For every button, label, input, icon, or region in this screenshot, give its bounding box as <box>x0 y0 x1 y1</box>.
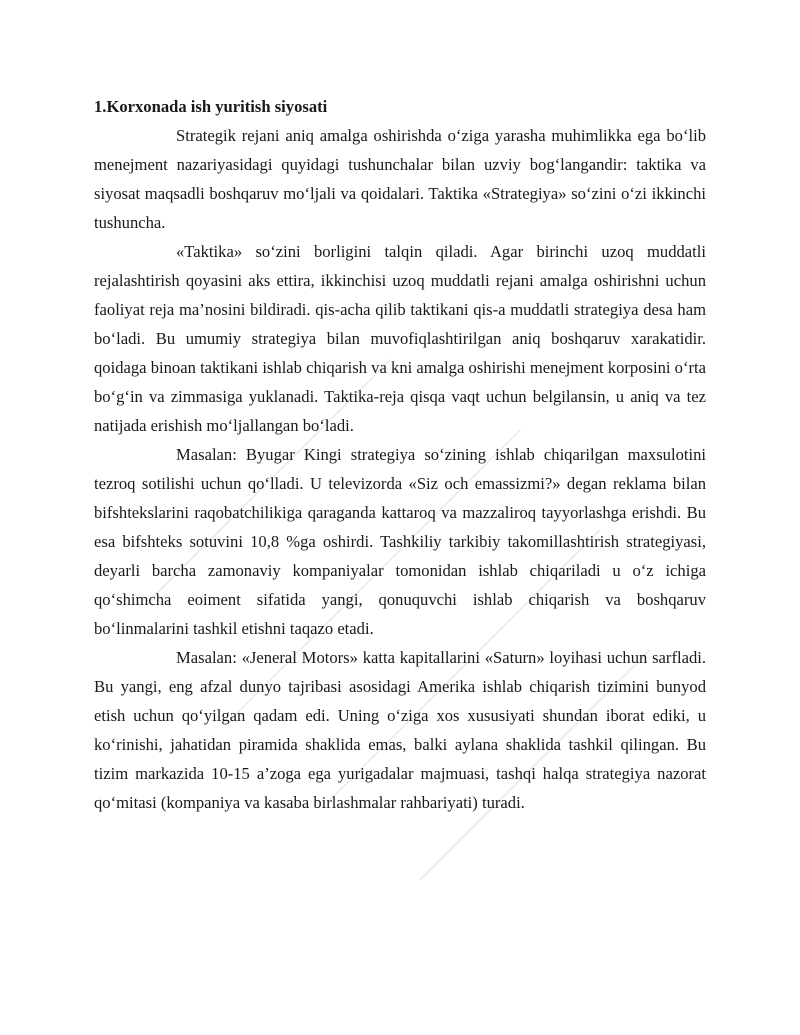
paragraph-2: «Taktika» so‘zini borligini talqin qiladi. Agar birinchi uzoq muddatli rejalashtirish qoyasini aks ettira, ikkinchisi uzoq muddatli rejani amalga oshirishni uchun faoliyat reja ma’nosini bildiradi. qis-acha qilib taktikani qis-a muddatli strategiya desa ham bo‘ladi. Bu umumiy strategiya bilan muvofiqlashtirilgan aniq boshqaruv xarakatidir. qoidaga binoan taktikani ishlab chiqarish va kni amalga oshirishi menejment korposini o‘rta bo‘g‘in va zimmasiga yuklanadi. Taktika-reja qisqa vaqt uchun belgilansin, u aniq va tez natijada erishish mo‘ljallangan bo‘ladi. <box>94 242 706 435</box>
paragraph-3: Masalan: Byugar Kingi strategiya so‘zining ishlab chiqarilgan maxsulotini tezroq sotilishi uchun qo‘lladi. U televizorda «Siz och emassizmi?» degan reklama bilan bifshtekslarini raqobatchilikiga qaraganda kattaroq va mazzaliroq tayyorlashga erishdi. Bu esa bifshteks sotuvini 10,8 %ga oshirdi. Tashkiliy tarkibiy takomillashtirish strategiyasi, deyarli barcha zamonaviy kompaniyalar tomonidan ishlab chiqariladi u o‘z ichiga qo‘shimcha eoiment sifatida yangi, qonuquvchi ishlab chiqarish va boshqaruv bo‘linmalarini tashkil etishni taqazo etadi. <box>94 445 706 638</box>
paragraph-1: Strategik rejani aniq amalga oshirishda o‘ziga yarasha muhimlikka ega bo‘lib menejment nazariyasidagi quyidagi tushunchalar bilan uzviy bog‘langandir: taktika va siyosat maqsadli boshqaruv mo‘ljali va qoidalari. Taktika «Strategiya» so‘zini o‘zi ikkinchi tushuncha. <box>94 126 706 232</box>
section-heading: 1.Korxonada ish yuritish siyosati <box>94 97 328 116</box>
document-page <box>94 92 706 817</box>
paragraph-4: Masalan: «Jeneral Motors» katta kapitallarini «Saturn» loyihasi uchun sarfladi. Bu yangi, eng afzal dunyo tajribasi asosidagi Amerika ishlab chiqarish tizimini bunyod etish uchun qo‘yilgan qadam edi. Uning o‘ziga xos xususiyati shundan iborat ediki, u ko‘rinishi, jahatidan piramida shaklida emas, balki aylana shaklida tashkil qilingan. Bu tizim markazida 10-15 a’zoga ega yurigadalar majmuasi, tashqi halqa strategiya nazorat qo‘mitasi (kompaniya va kasaba birlashmalar rahbariyati) turadi. <box>94 648 706 812</box>
